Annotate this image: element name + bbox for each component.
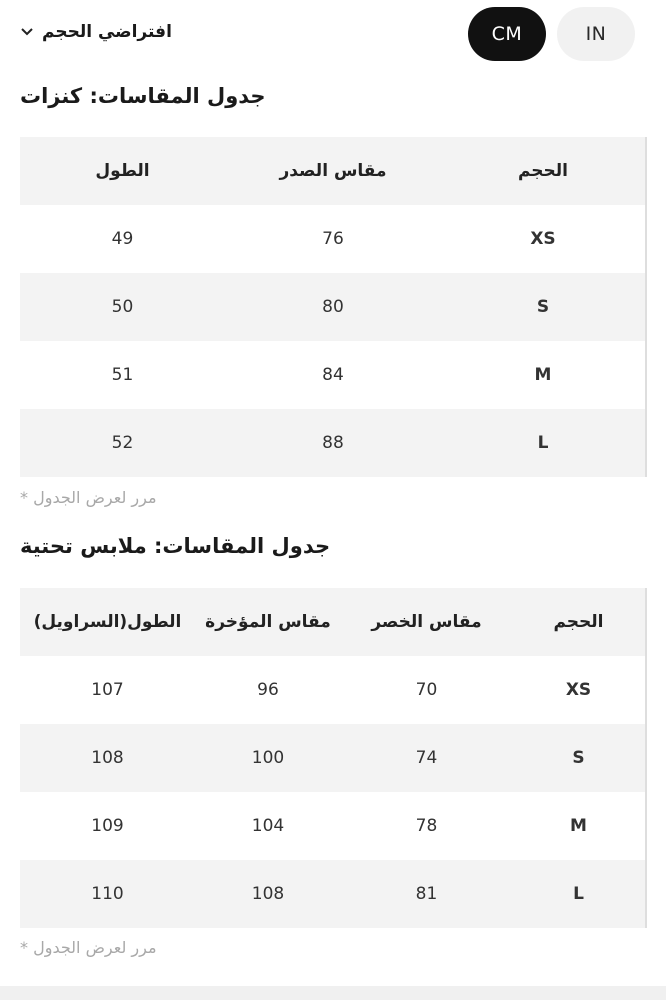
- column-header-hip: مقاس المؤخرة: [205, 612, 331, 632]
- sweaters-size-table[interactable]: [20, 137, 647, 477]
- pants-length-cell: 108: [91, 748, 124, 768]
- table-row: [20, 205, 646, 273]
- default-size-label: افتراضي الحجم: [42, 22, 172, 42]
- hip-cell: 104: [251, 816, 285, 836]
- size-cell: L: [441, 409, 646, 477]
- default-size-dropdown[interactable]: [20, 22, 172, 42]
- length-cell: 49: [111, 229, 134, 249]
- scroll-hint: مرر لعرض الجدول *: [20, 488, 157, 507]
- chest-cell: 88: [322, 433, 344, 453]
- size-cell: XS: [512, 656, 646, 724]
- scroll-hint: مرر لعرض الجدول *: [20, 938, 157, 957]
- hip-cell: 100: [251, 748, 285, 768]
- waist-cell: 70: [415, 680, 438, 700]
- unit-cm-button[interactable]: CM: [468, 7, 546, 61]
- pants-length-cell: 107: [91, 680, 124, 700]
- chest-cell: 80: [322, 297, 344, 317]
- column-header-size: الحجم: [512, 588, 646, 656]
- chevron-down-icon: [20, 25, 34, 39]
- table-row: [20, 273, 646, 341]
- column-header-size: الحجم: [441, 137, 646, 205]
- table-row: [20, 341, 646, 409]
- waist-cell: 78: [415, 816, 438, 836]
- size-cell: XS: [441, 205, 646, 273]
- top-bar: [0, 0, 666, 68]
- table-row: [20, 409, 646, 477]
- chest-cell: 76: [322, 229, 344, 249]
- table-row: [20, 860, 646, 928]
- size-cell: M: [512, 792, 646, 860]
- waist-cell: 74: [415, 748, 438, 768]
- unit-in-button[interactable]: IN: [557, 7, 635, 61]
- column-header-chest: مقاس الصدر: [279, 161, 387, 181]
- size-cell: S: [441, 273, 646, 341]
- underwear-size-table[interactable]: [20, 588, 647, 928]
- column-header-waist: مقاس الخصر: [371, 612, 482, 632]
- column-header-pants-length: الطول(السراويل): [33, 612, 182, 632]
- length-cell: 52: [111, 433, 134, 453]
- underwear-table-title: جدول المقاسات: ملابس تحتية: [20, 534, 331, 558]
- table-header-row: [20, 137, 646, 205]
- size-cell: S: [512, 724, 646, 792]
- hip-cell: 108: [251, 884, 285, 904]
- table-row: [20, 724, 646, 792]
- waist-cell: 81: [415, 884, 438, 904]
- size-cell: L: [512, 860, 646, 928]
- column-header-length: الطول: [95, 161, 150, 181]
- hip-cell: 96: [257, 680, 279, 700]
- pants-length-cell: 110: [91, 884, 124, 904]
- chest-cell: 84: [322, 365, 344, 385]
- table-row: [20, 656, 646, 724]
- table-header-row: [20, 588, 646, 656]
- table-row: [20, 792, 646, 860]
- length-cell: 50: [111, 297, 134, 317]
- size-cell: M: [441, 341, 646, 409]
- sweaters-table-title: جدول المقاسات: كنزات: [20, 84, 266, 108]
- bottom-divider: [0, 986, 666, 1000]
- pants-length-cell: 109: [91, 816, 124, 836]
- length-cell: 51: [111, 365, 134, 385]
